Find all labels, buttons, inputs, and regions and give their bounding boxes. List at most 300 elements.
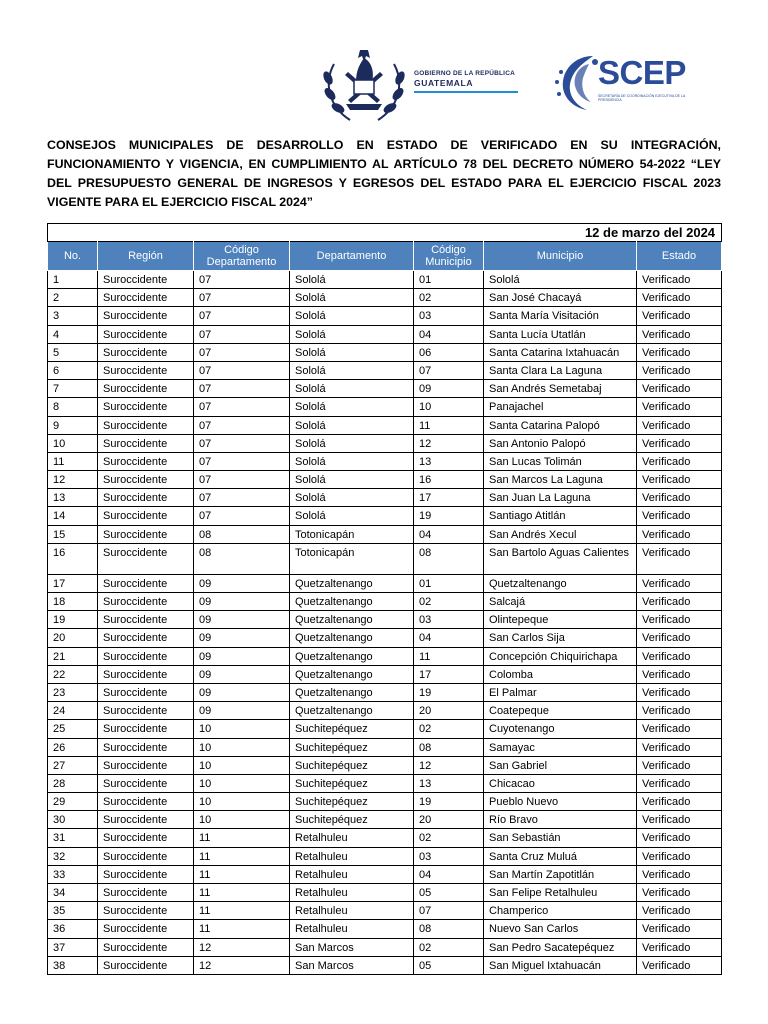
cell-col-municipality: San Pedro Sacatepéquez [484,938,637,956]
table-row [48,756,722,774]
cell-col-no: 6 [48,361,98,379]
cell-col-department: Sololá [290,489,414,507]
cell-col-muni-code: 04 [414,865,484,883]
table-row [48,829,722,847]
cell-col-region: Suroccidente [98,720,194,738]
cell-col-status: Verificado [637,434,722,452]
cell-col-municipality: San Sebastián [484,829,637,847]
cell-col-region: Suroccidente [98,920,194,938]
table-row [48,774,722,792]
cell-col-department: Sololá [290,343,414,361]
scep-wordmark: SCEP [598,54,686,91]
cell-col-municipality: San Gabriel [484,756,637,774]
table-row [48,956,722,974]
cell-col-dept-code: 10 [194,811,290,829]
table-row [48,525,722,543]
cell-col-status: Verificado [637,380,722,398]
cell-col-department: Suchitepéquez [290,774,414,792]
cell-col-status: Verificado [637,956,722,974]
cell-col-no: 3 [48,307,98,325]
cell-col-municipality: Champerico [484,902,637,920]
cell-col-dept-code: 09 [194,647,290,665]
cell-col-muni-code: 03 [414,847,484,865]
cell-col-department: Sololá [290,452,414,470]
table-row [48,380,722,398]
cell-col-dept-code: 11 [194,920,290,938]
cell-col-no: 5 [48,343,98,361]
cell-col-muni-code: 02 [414,289,484,307]
cell-col-no: 36 [48,920,98,938]
cell-col-no: 8 [48,398,98,416]
cell-col-dept-code: 07 [194,307,290,325]
cell-col-department: Sololá [290,471,414,489]
table-row [48,361,722,379]
cell-col-muni-code: 17 [414,665,484,683]
cell-col-no: 27 [48,756,98,774]
government-logo-text [414,70,524,93]
cell-col-dept-code: 11 [194,902,290,920]
cell-col-muni-code: 01 [414,574,484,592]
table-row [48,289,722,307]
cell-col-region: Suroccidente [98,829,194,847]
cell-col-region: Suroccidente [98,489,194,507]
header-col-municipality: Municipio [484,242,637,271]
report-date: 12 de marzo del 2024 [48,224,722,242]
cell-col-no: 22 [48,665,98,683]
cell-col-municipality: Cuyotenango [484,720,637,738]
cell-col-region: Suroccidente [98,956,194,974]
cell-col-muni-code: 19 [414,793,484,811]
cell-col-department: Totonicapán [290,543,414,574]
cell-col-status: Verificado [637,847,722,865]
cell-col-municipality: Río Bravo [484,811,637,829]
cell-col-region: Suroccidente [98,593,194,611]
cell-col-region: Suroccidente [98,574,194,592]
cell-col-dept-code: 07 [194,471,290,489]
cell-col-dept-code: 10 [194,774,290,792]
table-row [48,902,722,920]
cell-col-status: Verificado [637,647,722,665]
cell-col-region: Suroccidente [98,525,194,543]
cell-col-municipality: Santa Clara La Laguna [484,361,637,379]
cell-col-department: Sololá [290,325,414,343]
cell-col-no: 7 [48,380,98,398]
cell-col-no: 29 [48,793,98,811]
table-row [48,720,722,738]
cell-col-municipality: Salcajá [484,593,637,611]
cell-col-no: 10 [48,434,98,452]
cell-col-region: Suroccidente [98,647,194,665]
cell-col-no: 18 [48,593,98,611]
cell-col-department: Retalhuleu [290,884,414,902]
cell-col-region: Suroccidente [98,756,194,774]
header-col-muni-code: Código Municipio [414,242,484,271]
municipal-councils-table [47,223,722,975]
cell-col-region: Suroccidente [98,289,194,307]
cell-col-department: Sololá [290,380,414,398]
cell-col-status: Verificado [637,702,722,720]
cell-col-region: Suroccidente [98,543,194,574]
cell-col-municipality: Chicacao [484,774,637,792]
cell-col-dept-code: 09 [194,683,290,701]
cell-col-municipality: Santa Catarina Palopó [484,416,637,434]
cell-col-status: Verificado [637,325,722,343]
cell-col-region: Suroccidente [98,847,194,865]
cell-col-region: Suroccidente [98,738,194,756]
cell-col-municipality: Olintepeque [484,611,637,629]
cell-col-status: Verificado [637,507,722,525]
cell-col-department: Retalhuleu [290,847,414,865]
cell-col-muni-code: 11 [414,647,484,665]
cell-col-status: Verificado [637,543,722,574]
cell-col-muni-code: 02 [414,720,484,738]
gov-underline [414,91,518,93]
cell-col-muni-code: 02 [414,593,484,611]
cell-col-status: Verificado [637,902,722,920]
cell-col-department: Totonicapán [290,525,414,543]
cell-col-region: Suroccidente [98,665,194,683]
table-row [48,543,722,574]
cell-col-municipality: San Carlos Sija [484,629,637,647]
cell-col-region: Suroccidente [98,471,194,489]
cell-col-department: Quetzaltenango [290,593,414,611]
gov-line1: GOBIERNO DE LA REPÚBLICA [414,70,515,77]
cell-col-department: Quetzaltenango [290,611,414,629]
cell-col-department: Retalhuleu [290,902,414,920]
table-row [48,434,722,452]
cell-col-dept-code: 07 [194,271,290,289]
cell-col-dept-code: 09 [194,593,290,611]
cell-col-dept-code: 07 [194,434,290,452]
cell-col-muni-code: 03 [414,307,484,325]
cell-col-muni-code: 08 [414,738,484,756]
cell-col-no: 38 [48,956,98,974]
cell-col-status: Verificado [637,629,722,647]
cell-col-department: Suchitepéquez [290,720,414,738]
table-row [48,811,722,829]
cell-col-dept-code: 09 [194,629,290,647]
cell-col-muni-code: 01 [414,271,484,289]
table-row [48,683,722,701]
cell-col-status: Verificado [637,938,722,956]
cell-col-dept-code: 07 [194,343,290,361]
scep-subtitle: SECRETARÍA DE COORDINACIÓN EJECUTIVA DE LA PRESIDENCIA [598,94,685,102]
cell-col-no: 25 [48,720,98,738]
cell-col-no: 28 [48,774,98,792]
cell-col-municipality: El Palmar [484,683,637,701]
cell-col-department: Retalhuleu [290,920,414,938]
cell-col-status: Verificado [637,793,722,811]
cell-col-dept-code: 10 [194,756,290,774]
cell-col-no: 9 [48,416,98,434]
cell-col-department: Retalhuleu [290,865,414,883]
cell-col-municipality: Santa María Visitación [484,307,637,325]
cell-col-region: Suroccidente [98,325,194,343]
cell-col-department: Quetzaltenango [290,647,414,665]
table-row [48,793,722,811]
header-col-region: Región [98,242,194,271]
gov-line2: GUATEMALA [414,78,474,88]
cell-col-department: Quetzaltenango [290,683,414,701]
cell-col-municipality: San Marcos La Laguna [484,471,637,489]
cell-col-municipality: San José Chacayá [484,289,637,307]
table-row [48,452,722,470]
cell-col-status: Verificado [637,611,722,629]
cell-col-muni-code: 06 [414,343,484,361]
table-row [48,629,722,647]
table-row [48,471,722,489]
cell-col-region: Suroccidente [98,507,194,525]
cell-col-department: San Marcos [290,938,414,956]
table-row [48,343,722,361]
cell-col-no: 12 [48,471,98,489]
cell-col-region: Suroccidente [98,865,194,883]
cell-col-dept-code: 12 [194,956,290,974]
cell-col-no: 1 [48,271,98,289]
cell-col-municipality: San Miguel Ixtahuacán [484,956,637,974]
cell-col-dept-code: 08 [194,525,290,543]
cell-col-status: Verificado [637,811,722,829]
cell-col-region: Suroccidente [98,683,194,701]
cell-col-region: Suroccidente [98,793,194,811]
cell-col-dept-code: 07 [194,507,290,525]
cell-col-status: Verificado [637,756,722,774]
cell-col-no: 23 [48,683,98,701]
cell-col-no: 21 [48,647,98,665]
table-row [48,865,722,883]
table-row [48,884,722,902]
cell-col-muni-code: 20 [414,811,484,829]
header-col-dept-code: Código Departamento [194,242,290,271]
cell-col-muni-code: 07 [414,361,484,379]
document-title: CONSEJOS MUNICIPALES DE DESARROLLO EN ESTADO DE VERIFICADO EN SU INTEGRACIÓN, FUNCIONAMIENTO Y VIGENCIA, EN CUMPLIMIENTO AL ARTÍCULO 78 DEL DECRETO NÚMERO 54-2022 “LEY DEL PRESUPUESTO GENERAL DE INGRESOS Y EGRESOS DEL ESTADO PARA EL EJERCICIO FISCAL 2023 VIGENTE PARA EL EJERCICIO FISCAL 2024” [47,138,721,209]
table-row [48,593,722,611]
cell-col-muni-code: 10 [414,398,484,416]
cell-col-department: Sololá [290,271,414,289]
cell-col-region: Suroccidente [98,380,194,398]
cell-col-status: Verificado [637,829,722,847]
cell-col-status: Verificado [637,593,722,611]
cell-col-no: 34 [48,884,98,902]
cell-col-department: Sololá [290,307,414,325]
cell-col-muni-code: 16 [414,471,484,489]
cell-col-department: Sololá [290,416,414,434]
cell-col-muni-code: 08 [414,920,484,938]
cell-col-region: Suroccidente [98,611,194,629]
cell-col-status: Verificado [637,307,722,325]
cell-col-municipality: Sololá [484,271,637,289]
cell-col-department: Quetzaltenango [290,665,414,683]
cell-col-no: 26 [48,738,98,756]
cell-col-municipality: Santa Catarina Ixtahuacán [484,343,637,361]
cell-col-no: 14 [48,507,98,525]
cell-col-status: Verificado [637,774,722,792]
cell-col-no: 32 [48,847,98,865]
cell-col-municipality: San Antonio Palopó [484,434,637,452]
cell-col-municipality: San Juan La Laguna [484,489,637,507]
cell-col-municipality: Santa Cruz Muluá [484,847,637,865]
table-row [48,647,722,665]
cell-col-no: 16 [48,543,98,574]
cell-col-region: Suroccidente [98,361,194,379]
cell-col-muni-code: 19 [414,683,484,701]
cell-col-dept-code: 07 [194,489,290,507]
cell-col-department: Sololá [290,361,414,379]
header-col-no: No. [48,242,98,271]
cell-col-department: Sololá [290,398,414,416]
table-row [48,325,722,343]
cell-col-municipality: Concepción Chiquirichapa [484,647,637,665]
cell-col-muni-code: 11 [414,416,484,434]
cell-col-no: 35 [48,902,98,920]
cell-col-muni-code: 20 [414,702,484,720]
cell-col-muni-code: 05 [414,884,484,902]
cell-col-region: Suroccidente [98,398,194,416]
cell-col-dept-code: 07 [194,398,290,416]
cell-col-status: Verificado [637,343,722,361]
table-row [48,271,722,289]
cell-col-status: Verificado [637,471,722,489]
cell-col-muni-code: 04 [414,325,484,343]
cell-col-department: Quetzaltenango [290,574,414,592]
document-header [0,40,768,130]
cell-col-dept-code: 09 [194,611,290,629]
cell-col-no: 17 [48,574,98,592]
cell-col-muni-code: 13 [414,452,484,470]
cell-col-status: Verificado [637,489,722,507]
cell-col-department: Suchitepéquez [290,793,414,811]
cell-col-region: Suroccidente [98,702,194,720]
cell-col-municipality: San Andrés Xecul [484,525,637,543]
cell-col-municipality: Pueblo Nuevo [484,793,637,811]
cell-col-status: Verificado [637,720,722,738]
cell-col-muni-code: 03 [414,611,484,629]
cell-col-region: Suroccidente [98,902,194,920]
cell-col-status: Verificado [637,452,722,470]
cell-col-status: Verificado [637,361,722,379]
cell-col-region: Suroccidente [98,416,194,434]
cell-col-dept-code: 09 [194,702,290,720]
cell-col-department: Suchitepéquez [290,811,414,829]
table-row [48,938,722,956]
table-row [48,307,722,325]
cell-col-status: Verificado [637,865,722,883]
cell-col-department: Suchitepéquez [290,756,414,774]
cell-col-dept-code: 10 [194,793,290,811]
cell-col-muni-code: 02 [414,829,484,847]
cell-col-no: 33 [48,865,98,883]
table-row [48,489,722,507]
cell-col-muni-code: 02 [414,938,484,956]
table-row [48,920,722,938]
cell-col-dept-code: 09 [194,574,290,592]
cell-col-muni-code: 04 [414,629,484,647]
table-row [48,574,722,592]
cell-col-no: 11 [48,452,98,470]
header-col-status: Estado [637,242,722,271]
cell-col-status: Verificado [637,398,722,416]
cell-col-municipality: San Martín Zapotitlán [484,865,637,883]
cell-col-department: San Marcos [290,956,414,974]
cell-col-municipality: Quetzaltenango [484,574,637,592]
cell-col-no: 19 [48,611,98,629]
cell-col-dept-code: 07 [194,289,290,307]
cell-col-department: Sololá [290,507,414,525]
table-row [48,847,722,865]
cell-col-status: Verificado [637,665,722,683]
cell-col-region: Suroccidente [98,938,194,956]
cell-col-status: Verificado [637,289,722,307]
guatemala-coat-of-arms-icon [320,44,408,126]
cell-col-dept-code: 12 [194,938,290,956]
cell-col-dept-code: 07 [194,452,290,470]
cell-col-muni-code: 04 [414,525,484,543]
cell-col-no: 15 [48,525,98,543]
cell-col-municipality: Santa Lucía Utatlán [484,325,637,343]
cell-col-muni-code: 12 [414,756,484,774]
cell-col-department: Suchitepéquez [290,738,414,756]
cell-col-dept-code: 08 [194,543,290,574]
cell-col-region: Suroccidente [98,774,194,792]
cell-col-no: 2 [48,289,98,307]
cell-col-muni-code: 09 [414,380,484,398]
cell-col-department: Quetzaltenango [290,629,414,647]
cell-col-no: 13 [48,489,98,507]
cell-col-municipality: San Lucas Tolimán [484,452,637,470]
header-col-department: Departamento [290,242,414,271]
cell-col-municipality: Nuevo San Carlos [484,920,637,938]
table-row [48,416,722,434]
cell-col-dept-code: 11 [194,847,290,865]
cell-col-no: 30 [48,811,98,829]
cell-col-dept-code: 07 [194,380,290,398]
cell-col-muni-code: 19 [414,507,484,525]
cell-col-municipality: Samayac [484,738,637,756]
cell-col-municipality: San Andrés Semetabaj [484,380,637,398]
cell-col-no: 37 [48,938,98,956]
cell-col-status: Verificado [637,738,722,756]
cell-col-status: Verificado [637,574,722,592]
cell-col-region: Suroccidente [98,343,194,361]
cell-col-department: Quetzaltenango [290,702,414,720]
cell-col-muni-code: 13 [414,774,484,792]
cell-col-muni-code: 17 [414,489,484,507]
cell-col-region: Suroccidente [98,884,194,902]
cell-col-region: Suroccidente [98,811,194,829]
cell-col-dept-code: 09 [194,665,290,683]
cell-col-no: 4 [48,325,98,343]
cell-col-dept-code: 10 [194,738,290,756]
cell-col-status: Verificado [637,683,722,701]
cell-col-region: Suroccidente [98,434,194,452]
table-row [48,507,722,525]
cell-col-region: Suroccidente [98,307,194,325]
cell-col-municipality: San Felipe Retalhuleu [484,884,637,902]
cell-col-dept-code: 10 [194,720,290,738]
cell-col-dept-code: 07 [194,416,290,434]
cell-col-muni-code: 08 [414,543,484,574]
table-row [48,702,722,720]
table-row [48,398,722,416]
cell-col-no: 31 [48,829,98,847]
cell-col-dept-code: 07 [194,361,290,379]
cell-col-no: 24 [48,702,98,720]
cell-col-status: Verificado [637,525,722,543]
cell-col-muni-code: 12 [414,434,484,452]
cell-col-municipality: San Bartolo Aguas Calientes [484,543,637,574]
table-row [48,611,722,629]
cell-col-status: Verificado [637,920,722,938]
